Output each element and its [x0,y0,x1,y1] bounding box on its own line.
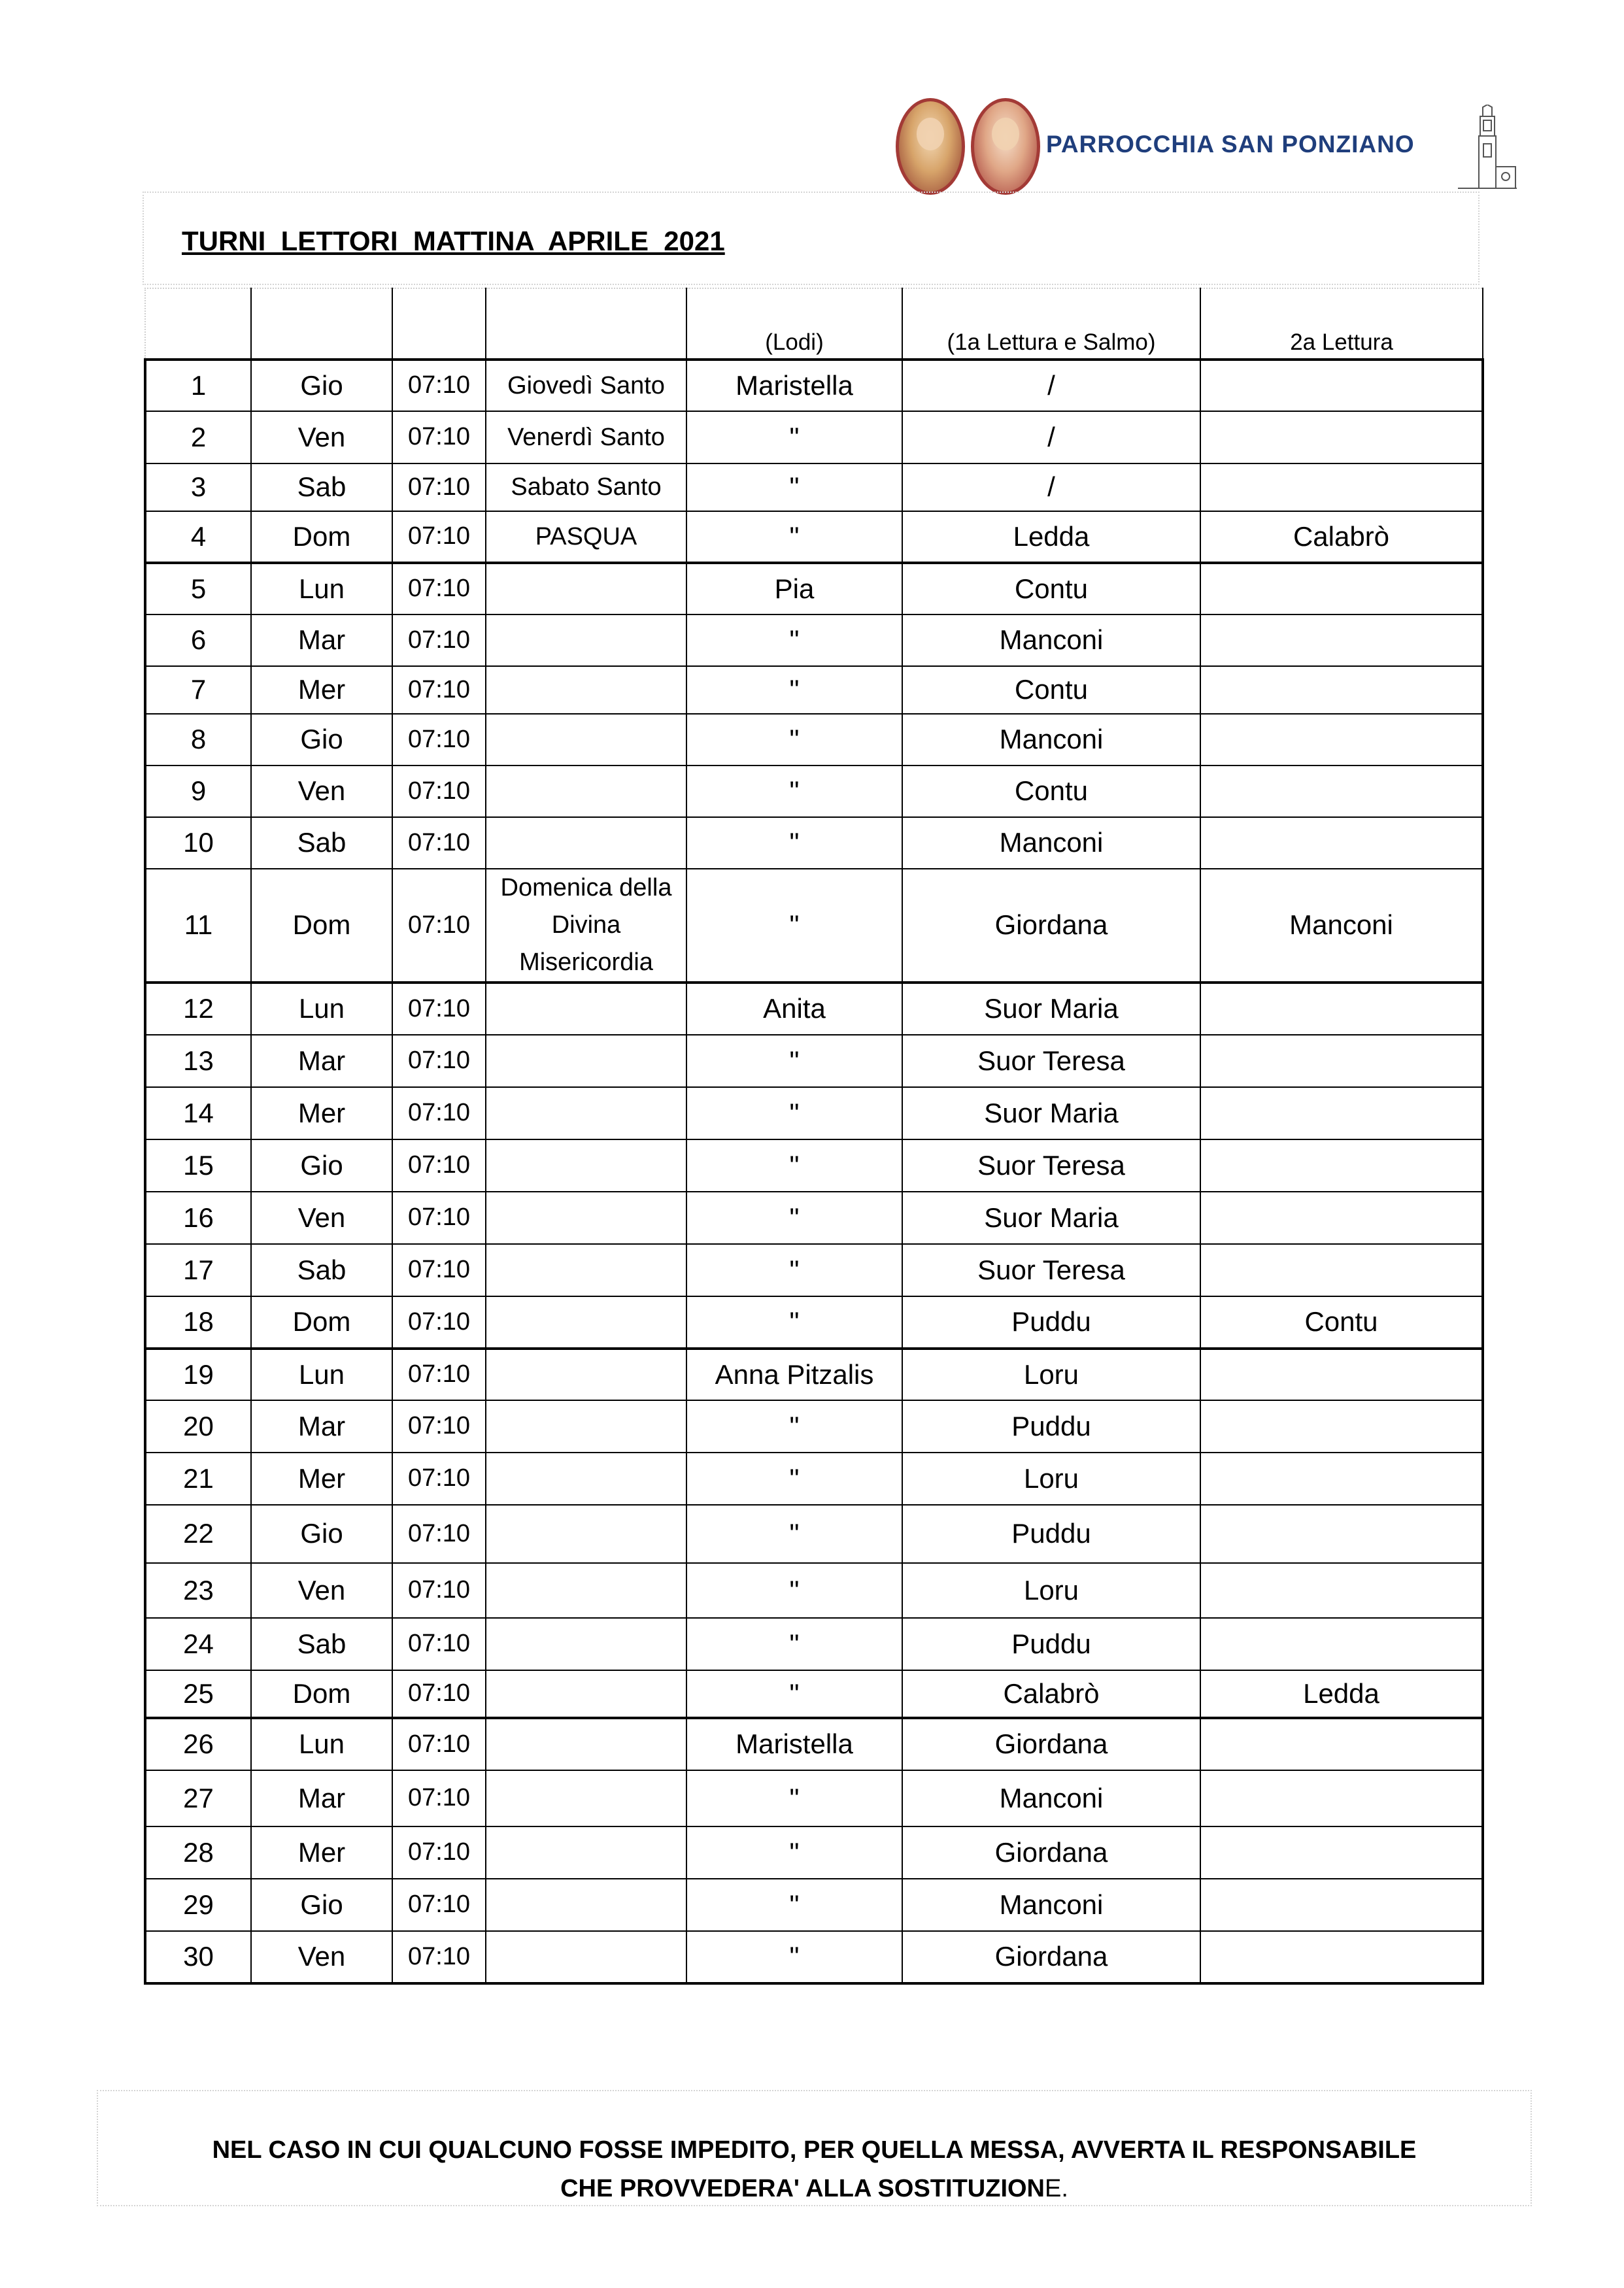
cell-first-reading-reader: Puddu [902,1296,1200,1349]
cell-weekday: Ven [251,1192,392,1244]
cell-day-number: 28 [145,1826,251,1879]
cell-time: 07:10 [392,614,486,666]
cell-day-number: 20 [145,1400,251,1453]
table-row [145,1505,1483,1563]
cell-weekday: Sab [251,1618,392,1670]
cell-event [486,1826,686,1879]
cell-time: 07:10 [392,1192,486,1244]
cell-day-number: 10 [145,817,251,869]
cell-weekday: Mar [251,1770,392,1826]
cell-second-reading-reader [1200,1931,1483,1983]
cell-first-reading-reader: Suor Teresa [902,1244,1200,1296]
cell-event [486,1192,686,1244]
notice-line-2-tail: E. [1045,2174,1068,2202]
cell-weekday: Mar [251,1035,392,1087]
cell-time: 07:10 [392,1139,486,1192]
table-row [145,1453,1483,1505]
cell-time: 07:10 [392,360,486,411]
cell-time: 07:10 [392,714,486,765]
cell-time: 07:10 [392,1400,486,1453]
cell-day-number: 13 [145,1035,251,1087]
cell-time: 07:10 [392,1770,486,1826]
cell-day-number: 5 [145,563,251,614]
cell-first-reading-reader: Manconi [902,714,1200,765]
cell-second-reading-reader [1200,563,1483,614]
table-row [145,411,1483,463]
table-header-row [145,288,1483,360]
table-row [145,1879,1483,1931]
cell-time: 07:10 [392,666,486,714]
cell-second-reading-reader [1200,1618,1483,1670]
cell-first-reading-reader: / [902,463,1200,511]
page-title: TURNI LETTORI MATTINA APRILE 2021 [182,226,725,256]
cell-event [486,765,686,817]
cell-time: 07:10 [392,869,486,983]
cell-time: 07:10 [392,817,486,869]
cell-weekday: Sab [251,463,392,511]
cell-day-number: 21 [145,1453,251,1505]
table-row [145,666,1483,714]
cell-lodi-reader: " [686,765,902,817]
cell-event: Giovedì Santo [486,360,686,411]
cell-weekday: Ven [251,411,392,463]
cell-second-reading-reader [1200,1453,1483,1505]
header-lodi: (Lodi) [686,288,902,360]
cell-first-reading-reader: Suor Teresa [902,1139,1200,1192]
cell-lodi-reader: Anita [686,983,902,1035]
cell-lodi-reader: Maristella [686,360,902,411]
cell-first-reading-reader: Manconi [902,614,1200,666]
cell-weekday: Gio [251,714,392,765]
cell-second-reading-reader [1200,411,1483,463]
cell-event: Venerdì Santo [486,411,686,463]
header-first-reading: (1a Lettura e Salmo) [902,288,1200,360]
table-row [145,1718,1483,1770]
cell-time: 07:10 [392,411,486,463]
table-row [145,869,1483,983]
cell-lodi-reader: " [686,463,902,511]
cell-second-reading-reader [1200,1563,1483,1618]
table-row [145,817,1483,869]
cell-event [486,666,686,714]
cell-second-reading-reader [1200,614,1483,666]
table-row [145,714,1483,765]
table-row [145,1244,1483,1296]
cell-time: 07:10 [392,1087,486,1139]
parish-name: PARROCCHIA SAN PONZIANO [1046,131,1415,158]
table-row [145,1400,1483,1453]
cell-first-reading-reader: Loru [902,1453,1200,1505]
cell-second-reading-reader [1200,360,1483,411]
cell-second-reading-reader [1200,1087,1483,1139]
cell-second-reading-reader: Contu [1200,1296,1483,1349]
cell-first-reading-reader: Manconi [902,817,1200,869]
cell-weekday: Gio [251,1505,392,1563]
cell-time: 07:10 [392,1349,486,1400]
cell-second-reading-reader [1200,1505,1483,1563]
cell-second-reading-reader [1200,983,1483,1035]
saint-portrait-medallion [896,98,965,195]
cell-first-reading-reader: Giordana [902,869,1200,983]
cell-second-reading-reader [1200,1770,1483,1826]
cell-first-reading-reader: Puddu [902,1400,1200,1453]
cell-lodi-reader: " [686,1505,902,1563]
table-row [145,1931,1483,1983]
cell-event [486,1453,686,1505]
cell-lodi-reader: " [686,1244,902,1296]
cell-lodi-reader: " [686,1826,902,1879]
cell-lodi-reader: " [686,1879,902,1931]
cell-second-reading-reader [1200,1826,1483,1879]
cell-weekday: Ven [251,1931,392,1983]
cell-lodi-reader: " [686,1192,902,1244]
cell-second-reading-reader [1200,1192,1483,1244]
cell-lodi-reader: " [686,511,902,563]
table-row [145,511,1483,563]
table-row [145,983,1483,1035]
table-row [145,1618,1483,1670]
cell-event [486,1400,686,1453]
cell-second-reading-reader: Calabrò [1200,511,1483,563]
cell-first-reading-reader: Contu [902,765,1200,817]
cell-second-reading-reader [1200,714,1483,765]
cell-time: 07:10 [392,563,486,614]
cell-second-reading-reader [1200,666,1483,714]
cell-weekday: Mer [251,1453,392,1505]
cell-first-reading-reader: Ledda [902,511,1200,563]
cell-weekday: Mer [251,1826,392,1879]
cell-second-reading-reader: Manconi [1200,869,1483,983]
cell-weekday: Gio [251,1879,392,1931]
cell-first-reading-reader: Calabrò [902,1670,1200,1718]
cell-day-number: 3 [145,463,251,511]
cell-second-reading-reader [1200,1349,1483,1400]
cell-event: Sabato Santo [486,463,686,511]
cell-lodi-reader: Pia [686,563,902,614]
cell-second-reading-reader: Ledda [1200,1670,1483,1718]
cell-time: 07:10 [392,1035,486,1087]
cell-first-reading-reader: Contu [902,563,1200,614]
cell-day-number: 1 [145,360,251,411]
cell-first-reading-reader: Giordana [902,1718,1200,1770]
cell-day-number: 26 [145,1718,251,1770]
cell-weekday: Ven [251,1563,392,1618]
cell-event [486,983,686,1035]
table-row [145,1296,1483,1349]
cell-weekday: Sab [251,817,392,869]
cell-first-reading-reader: Suor Maria [902,1192,1200,1244]
cell-lodi-reader: " [686,411,902,463]
cell-lodi-reader: " [686,1931,902,1983]
schedule-rows [145,360,1483,1983]
cell-second-reading-reader [1200,1718,1483,1770]
table-row [145,1563,1483,1618]
cell-lodi-reader: " [686,1770,902,1826]
saint-portrait-medallion [971,98,1040,195]
cell-day-number: 27 [145,1770,251,1826]
cell-day-number: 30 [145,1931,251,1983]
cell-event [486,1139,686,1192]
cell-event [486,817,686,869]
cell-time: 07:10 [392,1244,486,1296]
cell-first-reading-reader: Loru [902,1563,1200,1618]
cell-weekday: Lun [251,563,392,614]
cell-event [486,1296,686,1349]
table-row [145,1349,1483,1400]
cell-event [486,563,686,614]
cell-event [486,1505,686,1563]
cell-time: 07:10 [392,1453,486,1505]
cell-first-reading-reader: Suor Teresa [902,1035,1200,1087]
cell-weekday: Dom [251,511,392,563]
cell-event [486,1879,686,1931]
bell-tower-icon [1458,105,1517,190]
cell-first-reading-reader: Contu [902,666,1200,714]
cell-lodi-reader: " [686,1035,902,1087]
cell-weekday: Lun [251,1349,392,1400]
cell-second-reading-reader [1200,463,1483,511]
table-row [145,1826,1483,1879]
cell-day-number: 9 [145,765,251,817]
cell-day-number: 2 [145,411,251,463]
cell-lodi-reader: " [686,1453,902,1505]
cell-event [486,1087,686,1139]
cell-event [486,1618,686,1670]
cell-first-reading-reader: Giordana [902,1931,1200,1983]
cell-lodi-reader: " [686,1400,902,1453]
cell-weekday: Dom [251,1670,392,1718]
cell-event [486,1770,686,1826]
cell-lodi-reader: " [686,817,902,869]
cell-day-number: 23 [145,1563,251,1618]
cell-second-reading-reader [1200,1244,1483,1296]
cell-time: 07:10 [392,1931,486,1983]
cell-event [486,1670,686,1718]
cell-day-number: 24 [145,1618,251,1670]
cell-time: 07:10 [392,983,486,1035]
cell-event: Domenica della Divina Misericordia [486,869,686,983]
header-weekday [251,288,392,360]
cell-weekday: Ven [251,765,392,817]
cell-lodi-reader: " [686,1139,902,1192]
cell-second-reading-reader [1200,1035,1483,1087]
cell-weekday: Gio [251,360,392,411]
cell-time: 07:10 [392,1505,486,1563]
cell-lodi-reader: " [686,869,902,983]
cell-first-reading-reader: Suor Maria [902,1087,1200,1139]
cell-lodi-reader: Anna Pitzalis [686,1349,902,1400]
cell-first-reading-reader: Giordana [902,1826,1200,1879]
cell-lodi-reader: " [686,1296,902,1349]
table-row [145,1087,1483,1139]
cell-weekday: Mar [251,1400,392,1453]
cell-weekday: Mer [251,1087,392,1139]
notice-line-1: NEL CASO IN CUI QUALCUNO FOSSE IMPEDITO, PER QUELLA MESSA, AVVERTA IL RESPONSABILE [212,2136,1417,2164]
cell-day-number: 8 [145,714,251,765]
header-second-reading: 2a Lettura [1200,288,1483,360]
cell-event [486,1931,686,1983]
cell-time: 07:10 [392,1879,486,1931]
cell-event [486,1349,686,1400]
header-day-number [145,288,251,360]
cell-weekday: Lun [251,983,392,1035]
notice-text [97,2131,1532,2208]
cell-event [486,1035,686,1087]
cell-weekday: Dom [251,869,392,983]
cell-time: 07:10 [392,1296,486,1349]
table-row [145,1192,1483,1244]
notice-line-2-bold: CHE PROVVEDERA' ALLA SOSTITUZION [560,2174,1045,2202]
cell-event: PASQUA [486,511,686,563]
cell-lodi-reader: " [686,666,902,714]
table-row [145,1670,1483,1718]
cell-day-number: 25 [145,1670,251,1718]
cell-first-reading-reader: Manconi [902,1770,1200,1826]
cell-lodi-reader: " [686,614,902,666]
cell-event [486,614,686,666]
cell-day-number: 29 [145,1879,251,1931]
cell-day-number: 7 [145,666,251,714]
cell-day-number: 11 [145,869,251,983]
cell-lodi-reader: " [686,1087,902,1139]
cell-lodi-reader: Maristella [686,1718,902,1770]
cell-first-reading-reader: Manconi [902,1879,1200,1931]
cell-event [486,714,686,765]
cell-weekday: Dom [251,1296,392,1349]
cell-first-reading-reader: Puddu [902,1505,1200,1563]
cell-time: 07:10 [392,765,486,817]
cell-first-reading-reader: Loru [902,1349,1200,1400]
cell-second-reading-reader [1200,765,1483,817]
table-row [145,563,1483,614]
table-row [145,1139,1483,1192]
cell-second-reading-reader [1200,1879,1483,1931]
cell-weekday: Mar [251,614,392,666]
cell-day-number: 18 [145,1296,251,1349]
cell-first-reading-reader: Puddu [902,1618,1200,1670]
cell-day-number: 6 [145,614,251,666]
cell-time: 07:10 [392,1670,486,1718]
table-row [145,1770,1483,1826]
cell-event [486,1244,686,1296]
cell-first-reading-reader: Suor Maria [902,983,1200,1035]
cell-weekday: Sab [251,1244,392,1296]
cell-day-number: 19 [145,1349,251,1400]
table-row [145,614,1483,666]
header-time [392,288,486,360]
cell-day-number: 14 [145,1087,251,1139]
cell-first-reading-reader: / [902,360,1200,411]
cell-first-reading-reader: / [902,411,1200,463]
cell-event [486,1718,686,1770]
cell-day-number: 16 [145,1192,251,1244]
schedule-table [144,288,1484,1985]
cell-time: 07:10 [392,1563,486,1618]
cell-event [486,1563,686,1618]
cell-time: 07:10 [392,463,486,511]
cell-day-number: 22 [145,1505,251,1563]
cell-second-reading-reader [1200,1400,1483,1453]
table-row [145,463,1483,511]
table-row [145,765,1483,817]
header-event [486,288,686,360]
cell-weekday: Gio [251,1139,392,1192]
parish-logo [896,98,1523,196]
cell-second-reading-reader [1200,1139,1483,1192]
cell-weekday: Mer [251,666,392,714]
cell-lodi-reader: " [686,1670,902,1718]
cell-second-reading-reader [1200,817,1483,869]
cell-lodi-reader: " [686,1618,902,1670]
cell-time: 07:10 [392,1618,486,1670]
cell-day-number: 15 [145,1139,251,1192]
table-row [145,360,1483,411]
notice-line-2 [97,2170,1532,2208]
cell-time: 07:10 [392,511,486,563]
cell-lodi-reader: " [686,1563,902,1618]
cell-day-number: 4 [145,511,251,563]
cell-day-number: 12 [145,983,251,1035]
cell-lodi-reader: " [686,714,902,765]
cell-weekday: Lun [251,1718,392,1770]
cell-day-number: 17 [145,1244,251,1296]
table-row [145,1035,1483,1087]
cell-time: 07:10 [392,1826,486,1879]
cell-time: 07:10 [392,1718,486,1770]
